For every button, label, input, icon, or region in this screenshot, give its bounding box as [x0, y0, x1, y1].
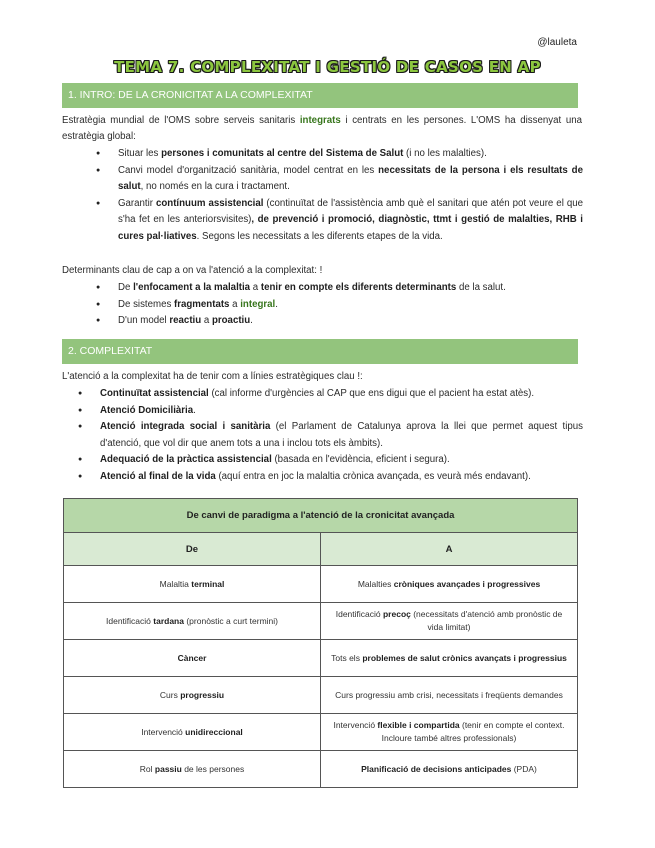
- table-cell-a: Intervenció flexible i compartida (tenir en compte el context. Incloure també altres professionals): [321, 714, 578, 751]
- complexity-intro: L'atenció a la complexitat ha de tenir com a línies estratègiques clau !:: [62, 371, 363, 382]
- table-cell-a: Planificació de decisions anticipades (PDA): [321, 751, 578, 788]
- list-item: ● Canvi model d'organització sanitària, model centrat en les necessitats de la persona i els resultats de salut, no només en la cura i tractament.: [96, 163, 583, 196]
- table-cell-de: Intervenció unidireccional: [64, 714, 321, 751]
- list-item: ● Atenció al final de la vida (aquí entra en joc la malaltia crònica avançada, es veurà més endavant).: [78, 469, 583, 486]
- table-cell-de: Càncer: [64, 640, 321, 677]
- list-item: ● Continuïtat assistencial (cal informe d'urgències al CAP que ens digui que el pacient ha estat atès).: [78, 386, 583, 403]
- list-item: ● De sistemes fragmentats a integral.: [96, 297, 583, 314]
- table-row: [64, 603, 578, 640]
- strategic-lines-list: [78, 386, 583, 485]
- table-cell-de: Malaltia terminal: [64, 566, 321, 603]
- table-cell-de: Rol passiu de les persones: [64, 751, 321, 788]
- section-heading-intro: 1. INTRO: DE LA CRONICITAT A LA COMPLEXITAT: [62, 83, 578, 108]
- paradigm-table: [63, 498, 578, 788]
- list-item: ● Atenció integrada social i sanitària (el Parlament de Catalunya aprova la llei que permet aquest tipus d'atenció, que vol dir que anem tots a una i inclou tots els àmbits).: [78, 419, 583, 452]
- table-row: [64, 714, 578, 751]
- table-row: [64, 751, 578, 788]
- table-cell-de: Curs progressiu: [64, 677, 321, 714]
- table-cell-a: Malalties cròniques avançades i progressives: [321, 566, 578, 603]
- list-item: ● De l'enfocament a la malaltia a tenir en compte els diferents determinants de la salut.: [96, 280, 583, 297]
- list-item: ● Atenció Domiciliària.: [78, 403, 583, 420]
- intro-paragraph: Estratègia mundial de l'OMS sobre serveis sanitaris integrats i centrats en les persones. L'OMS ha dissenyat una estratègia global:: [62, 115, 582, 142]
- determinants-intro: Determinants clau de cap a on va l'atenció a la complexitat: !: [62, 265, 323, 276]
- table-title: De canvi de paradigma a l'atenció de la cronicitat avançada: [64, 499, 578, 533]
- list-item: ● Situar les persones i comunitats al centre del Sistema de Salut (i no les malalties).: [96, 146, 583, 163]
- list-item: ● D'un model reactiu a proactiu.: [96, 313, 583, 330]
- table-cell-a: Identificació precoç (necessitats d'atenció amb pronòstic de vida limitat): [321, 603, 578, 640]
- oms-strategy-list: [96, 146, 583, 245]
- list-item: ● Garantir contínuum assistencial (continuïtat de l'assistència amb què el sanitari que atén pot veure el que s'ha fet en les anteriorsvisites), de prevenció i promoció, diagnòstic, ttmt i gestió de malalties, RHB i cures pal·liatives. Segons les necessitats a les diferents etapes de la vida.: [96, 196, 583, 246]
- determinants-list: [96, 280, 583, 330]
- column-header-a: A: [321, 533, 578, 566]
- author-handle: @lauleta: [537, 37, 577, 48]
- page-title: TEMA 7. COMPLEXITAT I GESTIÓ DE CASOS EN AP: [114, 58, 541, 76]
- section-heading-complexity: 2. COMPLEXITAT: [62, 339, 578, 364]
- list-item: ● Adequació de la pràctica assistencial (basada en l'evidència, eficient i segura).: [78, 452, 583, 469]
- table-cell-a: Tots els problemes de salut crònics avançats i progressius: [321, 640, 578, 677]
- table-cell-de: Identificació tardana (pronòstic a curt termini): [64, 603, 321, 640]
- column-header-de: De: [64, 533, 321, 566]
- table-row: [64, 677, 578, 714]
- table-cell-a: Curs progressiu amb crisi, necessitats i freqüents demandes: [321, 677, 578, 714]
- table-row: [64, 566, 578, 603]
- table-row: [64, 640, 578, 677]
